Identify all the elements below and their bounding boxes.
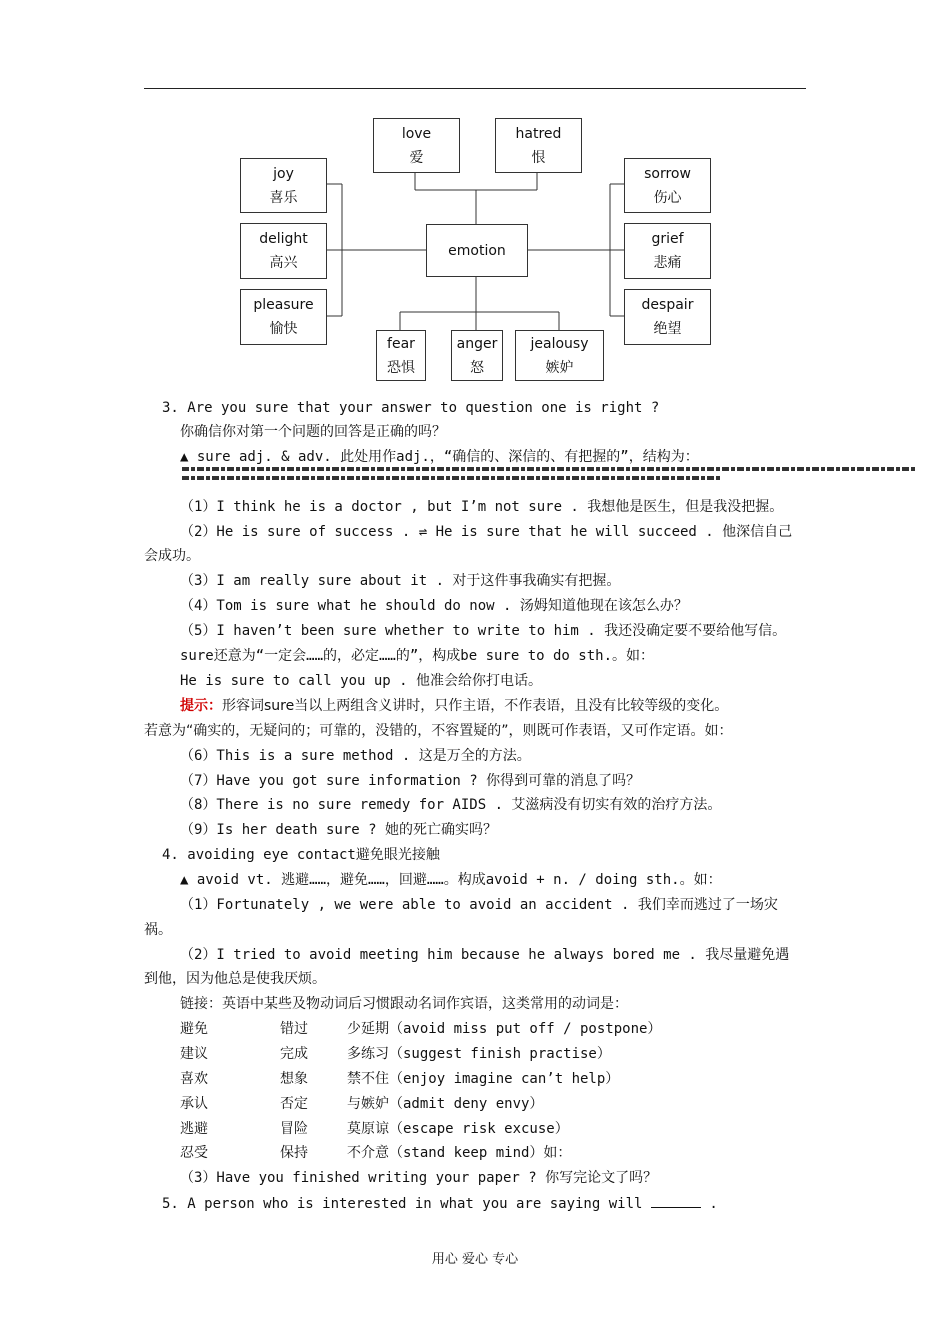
grief-box <box>624 223 711 279</box>
question-5-end: . <box>709 1196 718 1212</box>
example-line: （2）He is sure of success . ⇌ He is sure that he will succeed . 他深信自己 <box>180 524 793 540</box>
example-line: （1）I think he is a doctor , but I’m not sure . 我想他是医生，但是我没把握。 <box>180 499 784 515</box>
verb-row: 避免 错过 少延期（avoid miss put off / postpone） <box>180 1021 662 1037</box>
emotion-label: emotion <box>448 242 506 259</box>
verb-row: 承认 否定 与嫉妒（admit deny envy） <box>180 1096 544 1112</box>
love-box <box>373 118 460 173</box>
hint-label: 提示： <box>180 698 222 714</box>
example-line: （1）Fortunately , we were able to avoid an accident . 我们幸而逃过了一场灾 <box>180 897 778 913</box>
question-5-text: 5. A person who is interested in what you are saying will <box>162 1196 643 1212</box>
example-line: （7）Have you got sure information ? 你得到可靠的消息了吗？ <box>180 773 641 789</box>
box-en: despair <box>641 297 694 313</box>
hint-paragraph <box>180 694 728 718</box>
sorrow-box <box>624 158 711 213</box>
verb-row: 逃避 冒险 莫原谅（escape risk excuse） <box>180 1121 569 1137</box>
box-en: love <box>401 125 432 142</box>
structure-brace <box>182 463 922 485</box>
verb-row: 忍受 保持 不介意（stand keep mind）如： <box>180 1145 572 1161</box>
box-cn: 恨 <box>531 149 546 166</box>
question-5 <box>162 1192 718 1216</box>
sure-additional-meaning: sure还意为“一定会……的，必定……的”，构成be sure to do sth.。如： <box>180 648 655 664</box>
box-en: joy <box>273 165 294 182</box>
box-cn: 高兴 <box>269 255 298 271</box>
joy-box <box>240 158 327 213</box>
box-en: delight <box>259 231 308 247</box>
header-rule <box>144 88 806 89</box>
delight-box <box>240 223 327 279</box>
example-line: （9）Is her death sure ? 她的死亡确实吗？ <box>180 822 498 838</box>
box-en: grief <box>651 231 684 247</box>
box-cn: 喜乐 <box>269 189 298 206</box>
box-cn: 愉快 <box>269 321 298 337</box>
box-cn: 怒 <box>470 359 484 376</box>
example-line: 祸。 <box>144 922 172 938</box>
fear-box <box>376 330 426 381</box>
verb-row: 喜欢 想象 禁不住（enjoy imagine can’t help） <box>180 1071 620 1087</box>
box-cn: 伤心 <box>653 189 682 206</box>
anger-box <box>451 330 503 381</box>
box-cn: 爱 <box>409 149 424 166</box>
example-line: 到他，因为他总是使我厌烦。 <box>144 971 326 987</box>
sure-usage-note: ▲ sure adj. & adv. 此处用作adj.，“确信的、深信的、有把握的”，结构为： <box>180 449 699 465</box>
box-cn: 绝望 <box>653 321 682 337</box>
answer-blank[interactable] <box>651 1193 701 1208</box>
box-cn: 恐惧 <box>387 359 415 376</box>
link-note: 链接：英语中某些及物动词后习惯跟动名词作宾语，这类常用的动词是： <box>180 996 628 1012</box>
example-line: （6）This is a sure method . 这是万全的方法。 <box>180 748 531 764</box>
box-en: sorrow <box>644 165 691 182</box>
hint-text: 形容词sure当以上两组含义讲时，只作主语，不作表语，且没有比较等级的变化。 <box>222 698 729 714</box>
example-line: （4）Tom is sure what he should do now . 汤姆知道他现在该怎么办？ <box>180 598 688 614</box>
example-line: （3）Have you finished writing your paper ? 你写完论文了吗？ <box>180 1170 658 1186</box>
box-en: anger <box>456 335 498 352</box>
question-3-translation: 你确信你对第一个问题的回答是正确的吗？ <box>180 424 446 440</box>
avoid-usage-note: ▲ avoid vt. 逃避……，避免……，回避……。构成avoid + n. / doing sth.。如： <box>180 872 722 888</box>
example-line: （3）I am really sure about it . 对于这件事我确实有把握。 <box>180 573 621 589</box>
example-line: He is sure to call you up . 他准会给你打电话。 <box>180 673 543 689</box>
example-line: （2）I tried to avoid meeting him because he always bored me . 我尽量避免遇 <box>180 947 790 963</box>
example-line: （5）I haven’t been sure whether to write to him . 我还没确定要不要给他写信。 <box>180 623 787 639</box>
page-footer: 用心 爱心 专心 <box>431 1252 519 1267</box>
example-line: （8）There is no sure remedy for AIDS . 艾滋病没有切实有效的治疗方法。 <box>180 797 722 813</box>
jealousy-box <box>515 330 604 381</box>
box-cn: 悲痛 <box>653 255 682 271</box>
despair-box <box>624 289 711 345</box>
box-en: pleasure <box>253 297 314 313</box>
pleasure-box <box>240 289 327 345</box>
hatred-box <box>495 118 582 173</box>
hint-paragraph-cont: 若意为“确实的，无疑问的；可靠的，没错的，不容置疑的”，则既可作表语，又可作定语。如： <box>144 723 733 739</box>
box-en: fear <box>387 335 415 352</box>
box-en: hatred <box>515 125 562 142</box>
item-4-title: 4. avoiding eye contact避免眼光接触 <box>162 847 440 863</box>
example-line: 会成功。 <box>144 548 200 564</box>
box-cn: 嫉妒 <box>545 359 574 376</box>
box-en: jealousy <box>530 335 589 352</box>
emotion-box <box>426 224 528 277</box>
verb-row: 建议 完成 多练习（suggest finish practise） <box>180 1046 611 1062</box>
question-3: 3. Are you sure that your answer to question one is right ? <box>162 400 660 416</box>
